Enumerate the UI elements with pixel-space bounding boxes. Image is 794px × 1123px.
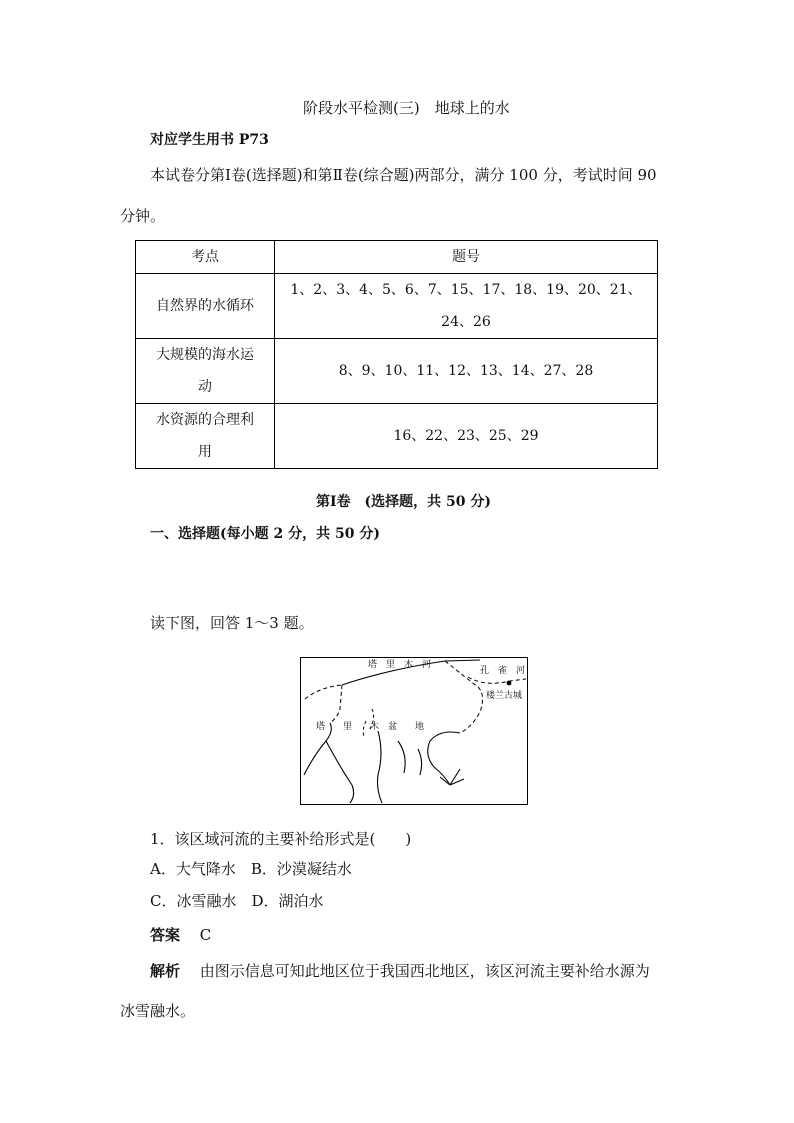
read-prompt: 读下图，回答 1～3 题。: [150, 614, 314, 632]
table-cell-numbers: [275, 274, 658, 339]
table-cell-topic: [136, 274, 275, 339]
intro-line-2: 分钟。: [120, 207, 166, 225]
analysis-line-1: [150, 960, 650, 981]
topic-line-2: 用: [198, 444, 212, 460]
analysis-label: 解析: [150, 962, 181, 980]
label-tarim-river: 塔 里 木 河: [368, 660, 432, 670]
table-cell-numbers: 16、22、23、25、29: [275, 404, 658, 469]
table-cell-topic: [136, 404, 275, 469]
table-header-numbers: 题号: [275, 241, 658, 274]
numbers-line-2: 24、26: [441, 314, 491, 330]
answer-label: 答案: [150, 926, 181, 944]
loulan-city-marker: [507, 681, 512, 686]
intro-line-1: 本试卷分第Ⅰ卷(选择题)和第Ⅱ卷(综合题)两部分，满分 100 分，考试时间 90: [150, 166, 657, 184]
answer-value: C: [199, 926, 212, 944]
topic-line-1: 水资源的合理利: [156, 412, 254, 428]
label-loulan-city: 楼兰古城: [486, 691, 523, 701]
analysis-text: 由图示信息可知此地区位于我国西北地区，该区河流主要补给水源为: [199, 962, 650, 980]
tarim-basin-map: [300, 657, 528, 805]
question-options-line-1: A．大气降水 B．沙漠凝结水: [150, 860, 352, 878]
table-row: [136, 404, 658, 469]
label-tarim-basin: 塔 里 木 盆 地: [316, 722, 425, 732]
table-row: [136, 339, 658, 404]
table-header-topic: 考点: [136, 241, 275, 274]
table-cell-numbers: 8、9、10、11、12、13、14、27、28: [275, 339, 658, 404]
topic-text: 自然界的水循环: [156, 298, 254, 314]
topic-table: [135, 240, 658, 469]
analysis-line-2: 冰雪融水。: [120, 1002, 196, 1020]
numbers-line-1: 1、2、3、4、5、6、7、15、17、18、19、20、21、: [290, 282, 642, 298]
part-title: 一、选择题(每小题 2 分，共 50 分): [150, 526, 380, 542]
book-reference: 对应学生用书 P73: [150, 132, 269, 148]
label-kongque-river: 孔 雀 河: [480, 666, 526, 676]
answer-line: [150, 924, 211, 945]
table-cell-topic: [136, 339, 275, 404]
section-title: 第Ⅰ卷 (选择题，共 50 分): [316, 494, 492, 510]
topic-line-2: 动: [198, 379, 212, 395]
page-title: 阶段水平检测(三) 地球上的水: [303, 99, 510, 117]
table-header-row: [136, 241, 658, 274]
question-options-line-2: C．冰雪融水 D．湖泊水: [150, 892, 324, 910]
topic-line-1: 大规模的海水运: [156, 347, 254, 363]
table-row: [136, 274, 658, 339]
question-stem: 1．该区域河流的主要补给形式是( ): [150, 830, 412, 848]
